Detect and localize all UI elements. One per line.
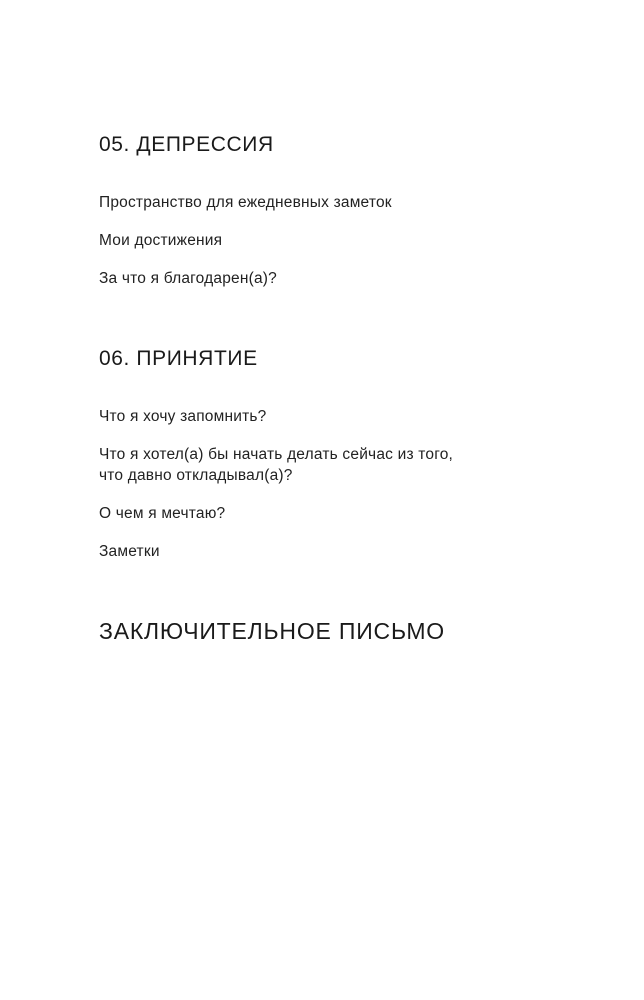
depression-item-gratitude: За что я благодарен(а)? — [99, 270, 277, 287]
acceptance-item-notes: Заметки — [99, 543, 160, 560]
final-letter-heading: ЗАКЛЮЧИТЕЛЬНОЕ ПИСЬМО — [99, 618, 445, 644]
acceptance-item-start-doing — [99, 444, 453, 486]
section-title-depression: 05. ДЕПРЕССИЯ — [99, 133, 274, 156]
acceptance-item-start-doing-line-2: что давно откладывал(а)? — [99, 467, 293, 484]
depression-item-achievements: Мои достижения — [99, 232, 223, 249]
depression-item-daily-notes: Пространство для ежедневных заметок — [99, 194, 392, 211]
acceptance-item-remember: Что я хочу запомнить? — [99, 408, 267, 425]
acceptance-item-dreams: О чем я мечтаю? — [99, 505, 226, 522]
section-title-acceptance: 06. ПРИНЯТИЕ — [99, 347, 258, 370]
acceptance-item-start-doing-line-1: Что я хотел(а) бы начать делать сейчас из того, — [99, 446, 454, 463]
